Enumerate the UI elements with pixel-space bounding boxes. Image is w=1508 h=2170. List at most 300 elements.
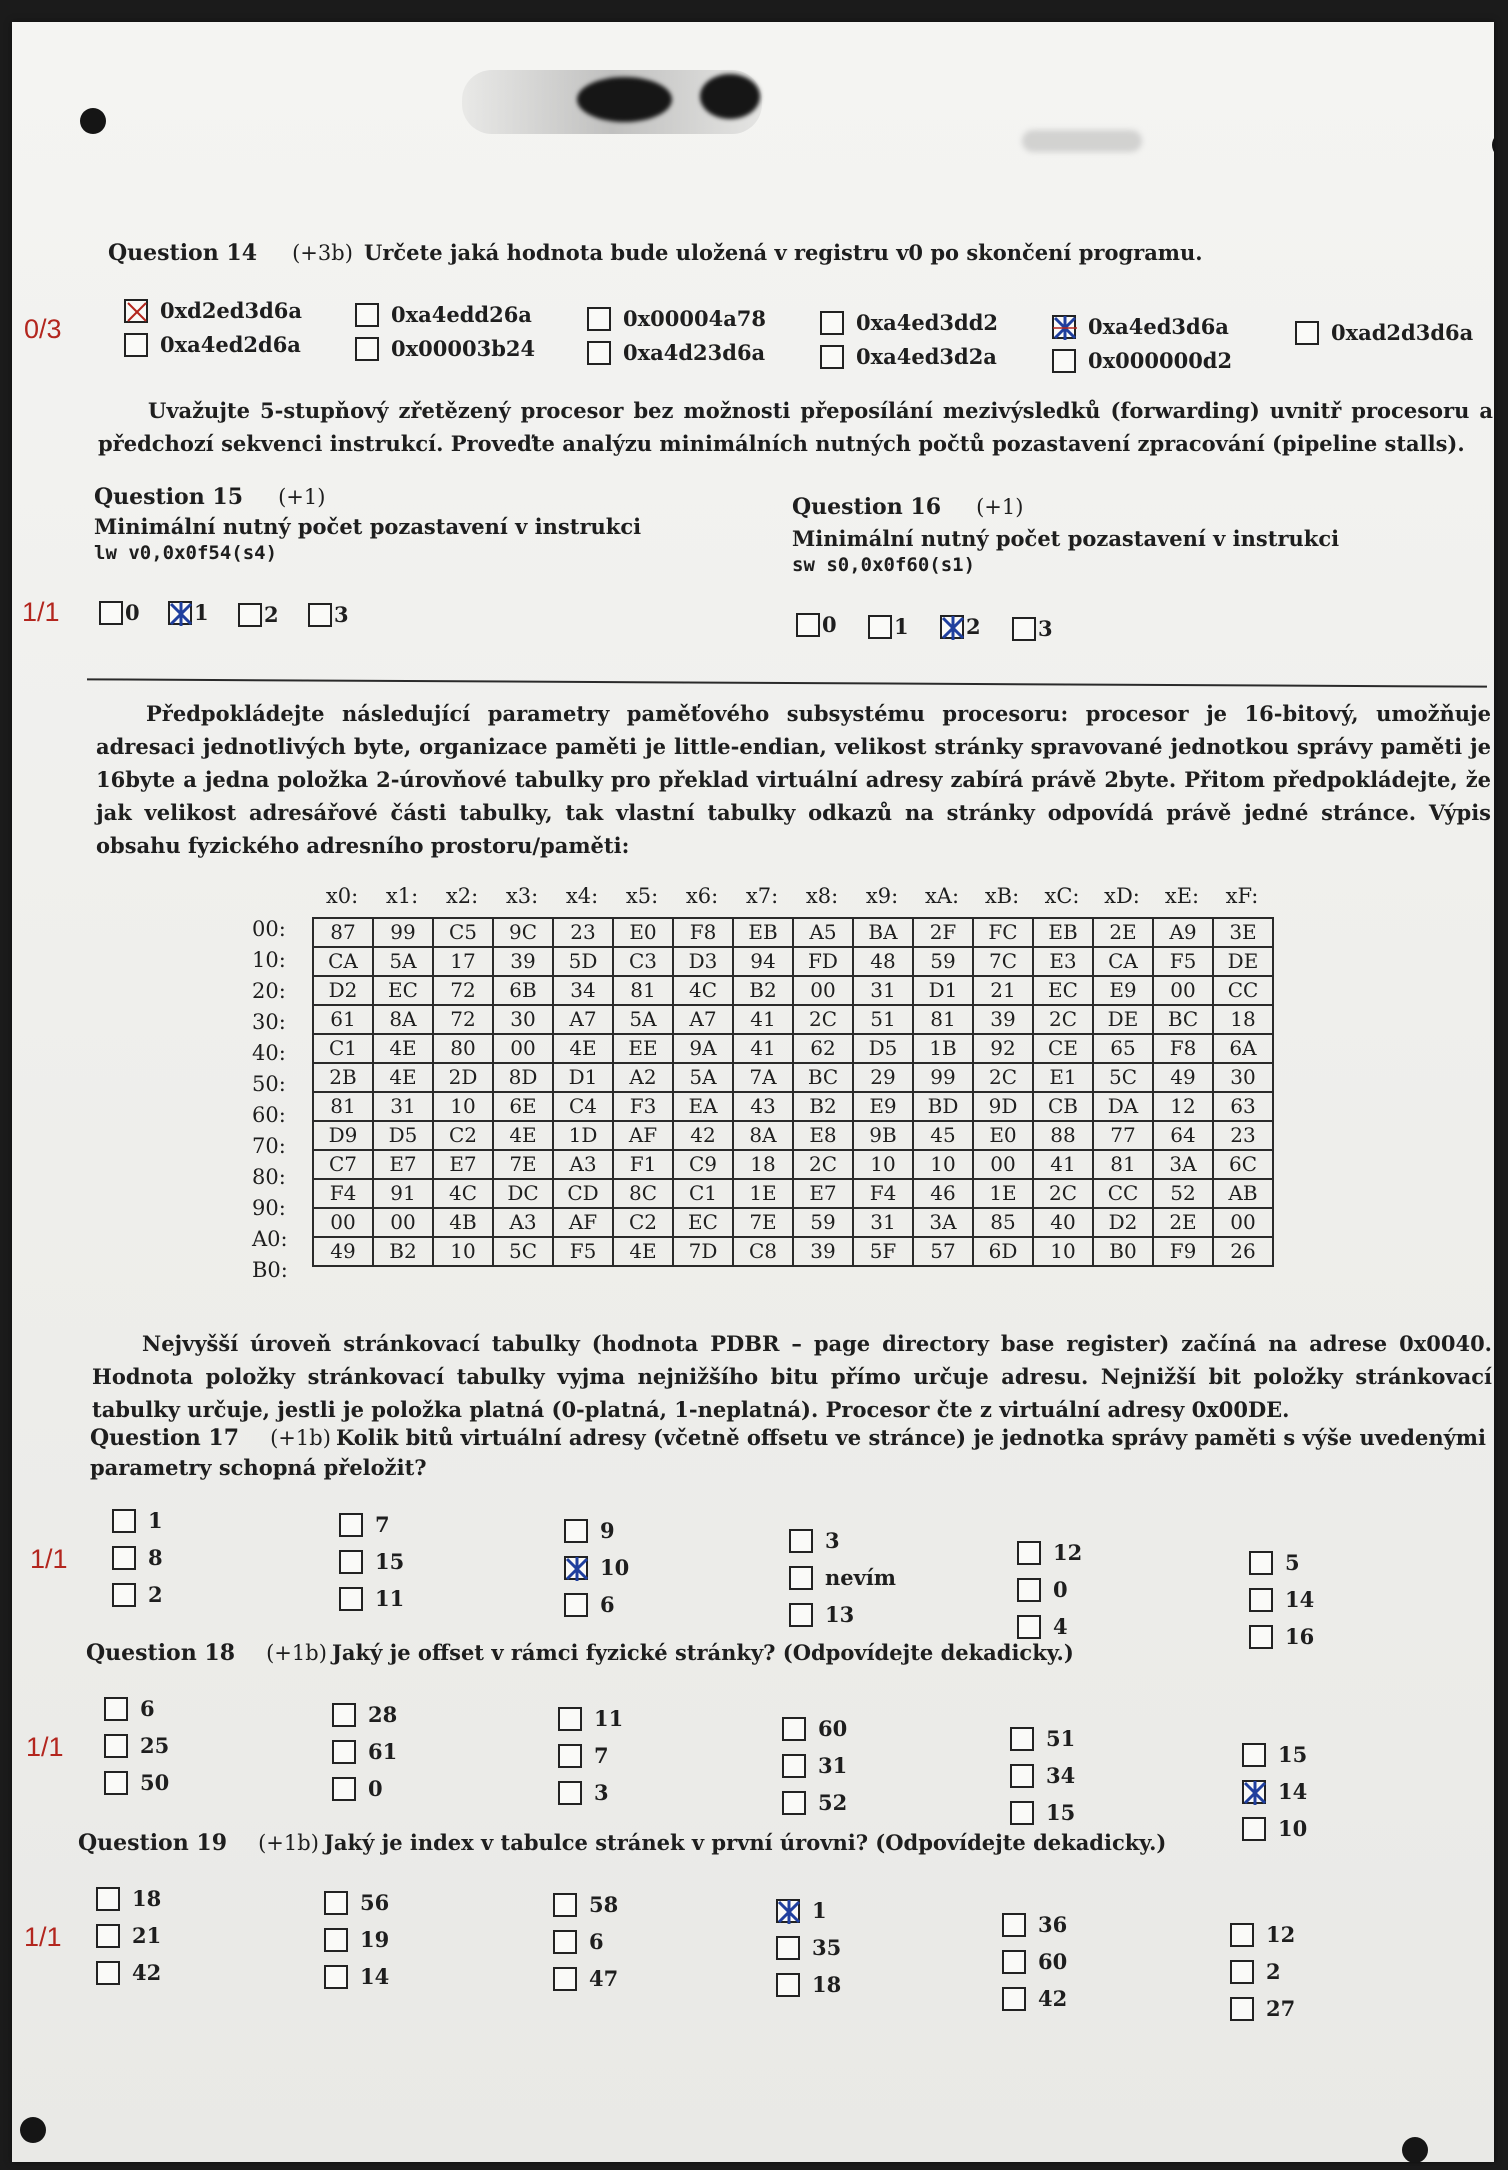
q17-option[interactable]: 10 — [564, 1555, 629, 1580]
checkbox-icon[interactable] — [1230, 1923, 1254, 1947]
checkbox-icon[interactable] — [96, 1961, 120, 1985]
memory-cell: EB — [1033, 918, 1093, 947]
memory-cell: 5A — [373, 947, 433, 976]
memory-cell: A7 — [553, 1005, 613, 1034]
memory-cell: 43 — [733, 1092, 793, 1121]
checkbox-icon[interactable] — [104, 1697, 128, 1721]
checkbox-icon[interactable] — [558, 1707, 582, 1731]
q14-text: Určete jaká hodnota bude uložená v registru v0 po skončení programu. — [364, 240, 1203, 265]
memory-cell: 26 — [1213, 1237, 1273, 1266]
pipeline-intro: Uvažujte 5-stupňový zřetězený procesor bez možnosti přeposílání mezivýsledků (forwarding) uvnitř procesoru a předchozí sekvenci instrukcí. Proveďte analýzu minimálních nutných počtů pozastavení zpracování (pipeline stalls). — [98, 398, 1493, 456]
memory-cell: EB — [733, 918, 793, 947]
q17-header — [90, 1424, 1490, 1484]
memory-cell: CE — [1033, 1034, 1093, 1063]
crossed-checkbox-icon[interactable] — [124, 299, 148, 323]
row-header: B0: — [252, 1258, 288, 1282]
memory-intro: Předpokládejte následující parametry paměťového subsystému procesoru: procesor je 16-bitový, umožňuje adresaci jednotlivých byte, organizace paměti je little-endian, velikost stránky spravované jednotkou správy paměti je 16byte a jedna položka 2-úrovňové tabulky pro překlad virtuální adresy zabírá právě 2byte. Přitom předpokládejte, že jak velikost adresářové části tabulky, tak vlastní tabulky odkazů na stránky odpovídá právě jedné stránce. Výpis obsahu fyzického adresního prostoru/paměti: — [96, 701, 1491, 858]
q19-text: Jaký je index v tabulce stránek v první úrovni? (Odpovídejte dekadicky.) — [324, 1830, 1167, 1855]
memory-cell: 5D — [553, 947, 613, 976]
col-header: xD: — [1104, 884, 1140, 908]
q19-option[interactable]: 42 — [96, 1960, 161, 1985]
checkbox-icon[interactable] — [1002, 1950, 1026, 1974]
memory-cell: 62 — [793, 1034, 853, 1063]
memory-cell: EC — [673, 1208, 733, 1237]
q18-option[interactable]: 14 — [1242, 1779, 1307, 1804]
q14-option[interactable]: 0xa4edd26a — [355, 302, 532, 327]
memory-cell: 51 — [853, 1005, 913, 1034]
memory-cell: AB — [1213, 1179, 1273, 1208]
memory-cell: 99 — [373, 918, 433, 947]
checkbox-icon[interactable] — [1002, 1987, 1026, 2011]
memory-cell: 2C — [973, 1063, 1033, 1092]
checkbox-icon[interactable] — [96, 1887, 120, 1911]
q18-option[interactable]: 61 — [332, 1739, 397, 1764]
memory-cell: 6C — [1213, 1150, 1273, 1179]
q17-option[interactable]: nevím — [789, 1565, 896, 1590]
checkbox-icon[interactable] — [324, 1965, 348, 1989]
memory-cell: 5C — [493, 1237, 553, 1266]
memory-cell: 7E — [493, 1150, 553, 1179]
q16-option[interactable]: 0 — [796, 612, 837, 637]
q19-option[interactable]: 14 — [324, 1964, 389, 1989]
memory-cell: 4E — [373, 1034, 433, 1063]
q14-option[interactable]: 0xa4ed3d2a — [820, 344, 997, 369]
q17-option[interactable]: 6 — [564, 1592, 615, 1617]
q19-option[interactable]: 56 — [324, 1890, 389, 1915]
memory-cell: F8 — [1153, 1034, 1213, 1063]
q19-option[interactable]: 35 — [776, 1935, 841, 1960]
memory-cell: 4C — [673, 976, 733, 1005]
q18-option[interactable]: 28 — [332, 1702, 397, 1727]
q16-points: (+1) — [976, 495, 1024, 519]
memory-cell: C8 — [733, 1237, 793, 1266]
checkbox-icon[interactable] — [1017, 1615, 1041, 1639]
q18-header — [86, 1640, 1074, 1666]
q18-option[interactable]: 10 — [1242, 1816, 1307, 1841]
q14-option[interactable]: 0xad2d3d6a — [1295, 320, 1473, 345]
memory-cell: 21 — [973, 976, 1033, 1005]
memory-row — [313, 1121, 1273, 1150]
memory-cell: 1D — [553, 1121, 613, 1150]
checkbox-icon[interactable] — [1012, 617, 1036, 641]
memory-cell: 61 — [313, 1005, 373, 1034]
checkbox-icon[interactable] — [1249, 1588, 1273, 1612]
q14-option[interactable]: 0x000000d2 — [1052, 348, 1232, 373]
checkbox-icon[interactable] — [820, 345, 844, 369]
q15-text: Minimální nutný počet pozastavení v instrukci — [94, 514, 642, 539]
checkbox-icon[interactable] — [96, 1924, 120, 1948]
memory-cell: 4E — [493, 1121, 553, 1150]
q19-title: Question 19 — [78, 1830, 228, 1856]
checkbox-icon[interactable] — [1230, 1960, 1254, 1984]
memory-cell: E1 — [1033, 1063, 1093, 1092]
q18-option[interactable]: 15 — [1010, 1800, 1075, 1825]
checkbox-icon[interactable] — [776, 1973, 800, 1997]
col-header: xA: — [924, 884, 960, 908]
memory-cell: D2 — [313, 976, 373, 1005]
checkbox-icon[interactable] — [104, 1734, 128, 1758]
q18-option[interactable]: 60 — [782, 1716, 847, 1741]
memory-cell: 81 — [313, 1092, 373, 1121]
q18-option[interactable]: 7 — [558, 1743, 609, 1768]
memory-cell: 92 — [973, 1034, 1033, 1063]
memory-cell: C5 — [433, 918, 493, 947]
memory-cell: 81 — [1093, 1150, 1153, 1179]
memory-cell: A3 — [553, 1150, 613, 1179]
q17-option[interactable]: 11 — [339, 1586, 404, 1611]
checkbox-icon[interactable] — [587, 341, 611, 365]
checkbox-icon[interactable] — [558, 1781, 582, 1805]
q17-text: Kolik bitů virtuální adresy (včetně offsetu ve stránce) je jednotka správy paměti s výše uvedenými parametry schopná přeložit? — [90, 1425, 1487, 1480]
checkbox-icon[interactable] — [1017, 1541, 1041, 1565]
checkbox-icon[interactable] — [1010, 1764, 1034, 1788]
memory-cell: 5A — [613, 1005, 673, 1034]
memory-cell: 9C — [493, 918, 553, 947]
q19-option[interactable]: 58 — [553, 1892, 618, 1917]
memory-row — [313, 918, 1273, 947]
q19-option[interactable]: 42 — [1002, 1986, 1067, 2011]
memory-cell: 12 — [1153, 1092, 1213, 1121]
checkbox-icon[interactable] — [868, 615, 892, 639]
memory-cell: F5 — [1153, 947, 1213, 976]
memory-cell: EC — [373, 976, 433, 1005]
checkbox-icon[interactable] — [104, 1771, 128, 1795]
checkbox-icon[interactable] — [355, 337, 379, 361]
q19-option[interactable]: 36 — [1002, 1912, 1067, 1937]
memory-cell: E0 — [973, 1121, 1033, 1150]
checkbox-icon[interactable] — [1242, 1817, 1266, 1841]
memory-cell: 39 — [793, 1237, 853, 1266]
memory-cell: DE — [1093, 1005, 1153, 1034]
q15-option[interactable]: 1 — [168, 600, 209, 625]
memory-cell: CC — [1093, 1179, 1153, 1208]
memory-cell: 40 — [1033, 1208, 1093, 1237]
row-header: 40: — [252, 1041, 286, 1065]
q19-option[interactable]: 21 — [96, 1923, 161, 1948]
checkbox-icon[interactable] — [564, 1593, 588, 1617]
memory-cell: 6E — [493, 1092, 553, 1121]
memory-cell: 18 — [1213, 1005, 1273, 1034]
checkbox-icon[interactable] — [789, 1529, 813, 1553]
q16-option[interactable]: 1 — [868, 614, 909, 639]
q17-option[interactable]: 2 — [112, 1582, 163, 1607]
q19-header — [78, 1830, 1166, 1856]
q15-points: (+1) — [278, 485, 326, 509]
checkbox-icon[interactable] — [339, 1587, 363, 1611]
row-header: 60: — [252, 1103, 286, 1127]
checkbox-icon[interactable] — [820, 311, 844, 335]
memory-cell: D3 — [673, 947, 733, 976]
memory-cell: 31 — [853, 1208, 913, 1237]
memory-cell: 2F — [913, 918, 973, 947]
checkbox-icon[interactable] — [782, 1791, 806, 1815]
q16-instruction: sw s0,0x0f60(s1) — [792, 554, 976, 576]
row-header: 10: — [252, 948, 286, 972]
checkbox-icon[interactable] — [1295, 321, 1319, 345]
q19-option[interactable]: 18 — [96, 1886, 161, 1911]
memory-cell: BC — [793, 1063, 853, 1092]
checkbox-icon[interactable] — [587, 307, 611, 331]
q14-option[interactable]: 0xa4ed2d6a — [124, 332, 301, 357]
col-header: xE: — [1164, 884, 1200, 908]
memory-row — [313, 1092, 1273, 1121]
checkbox-icon[interactable] — [553, 1893, 577, 1917]
memory-cell: C1 — [313, 1034, 373, 1063]
q19-option[interactable]: 12 — [1230, 1922, 1295, 1947]
q19-points: (+1b) — [258, 1831, 319, 1855]
memory-cell: CC — [1213, 976, 1273, 1005]
q17-option[interactable]: 3 — [789, 1528, 840, 1553]
memory-cell: CB — [1033, 1092, 1093, 1121]
checkbox-icon[interactable] — [1249, 1551, 1273, 1575]
memory-cell: BA — [853, 918, 913, 947]
memory-cell: B2 — [733, 976, 793, 1005]
q19-option[interactable]: 19 — [324, 1927, 389, 1952]
q17-option[interactable]: 14 — [1249, 1587, 1314, 1612]
col-header: x5: — [625, 884, 659, 908]
checkbox-icon[interactable] — [558, 1744, 582, 1768]
q17-points: (+1b) — [270, 1426, 331, 1450]
memory-cell: 2C — [793, 1005, 853, 1034]
memory-cell: F8 — [673, 918, 733, 947]
q19-option[interactable]: 27 — [1230, 1996, 1295, 2021]
q17-option[interactable]: 5 — [1249, 1550, 1300, 1575]
checkbox-icon[interactable] — [796, 613, 820, 637]
q16-header — [792, 494, 1023, 520]
q17-option[interactable]: 13 — [789, 1602, 854, 1627]
marked-checkbox-icon[interactable] — [940, 615, 964, 639]
q18-option[interactable]: 34 — [1010, 1763, 1075, 1788]
punch-hole — [1402, 2137, 1428, 2162]
q18-text: Jaký je offset v rámci fyzické stránky? (Odpovídejte dekadicky.) — [332, 1640, 1074, 1665]
memory-cell: E8 — [793, 1121, 853, 1150]
q14-header — [108, 240, 1203, 266]
checkbox-icon[interactable] — [1002, 1913, 1026, 1937]
memory-cell: FD — [793, 947, 853, 976]
marked-checkbox-icon[interactable] — [776, 1899, 800, 1923]
memory-cell: 39 — [493, 947, 553, 976]
q17-option[interactable]: 15 — [339, 1549, 404, 1574]
memory-cell: 72 — [433, 1005, 493, 1034]
checkbox-icon[interactable] — [308, 603, 332, 627]
memory-cell: B2 — [793, 1092, 853, 1121]
memory-cell: 5F — [853, 1237, 913, 1266]
memory-cell: FC — [973, 918, 1033, 947]
checkbox-icon[interactable] — [112, 1583, 136, 1607]
memory-cell: E7 — [433, 1150, 493, 1179]
q18-option[interactable]: 11 — [558, 1706, 623, 1731]
memory-cell: 29 — [853, 1063, 913, 1092]
row-header: 80: — [252, 1165, 286, 1189]
memory-cell: 00 — [493, 1034, 553, 1063]
checkbox-icon[interactable] — [789, 1603, 813, 1627]
q18-option[interactable]: 6 — [104, 1696, 155, 1721]
memory-cell: 10 — [1033, 1237, 1093, 1266]
memory-cell: C9 — [673, 1150, 733, 1179]
memory-cell: D5 — [853, 1034, 913, 1063]
checkbox-icon[interactable] — [332, 1703, 356, 1727]
q17-option[interactable]: 7 — [339, 1512, 390, 1537]
memory-cell: 1E — [733, 1179, 793, 1208]
memory-cell: 30 — [1213, 1063, 1273, 1092]
q18-option[interactable]: 25 — [104, 1733, 169, 1758]
checkbox-icon[interactable] — [564, 1519, 588, 1543]
q18-option[interactable]: 31 — [782, 1753, 847, 1778]
q17-option[interactable]: 12 — [1017, 1540, 1082, 1565]
row-header: 90: — [252, 1196, 286, 1220]
checkbox-icon[interactable] — [782, 1754, 806, 1778]
col-header: x2: — [445, 884, 479, 908]
memory-cell: CD — [553, 1179, 613, 1208]
memory-cell: 80 — [433, 1034, 493, 1063]
checkbox-icon[interactable] — [1010, 1801, 1034, 1825]
q17-option[interactable]: 16 — [1249, 1624, 1314, 1649]
marked-checkbox-icon[interactable] — [564, 1556, 588, 1580]
checkbox-icon[interactable] — [1017, 1578, 1041, 1602]
checkbox-icon[interactable] — [339, 1550, 363, 1574]
memory-cell: C7 — [313, 1150, 373, 1179]
memory-cell: 23 — [1213, 1121, 1273, 1150]
q19-option[interactable]: 47 — [553, 1966, 618, 1991]
q15-option[interactable]: 0 — [99, 600, 140, 625]
col-header: xC: — [1044, 884, 1080, 908]
checkbox-icon[interactable] — [1230, 1997, 1254, 2021]
row-header: 70: — [252, 1134, 286, 1158]
memory-cell: DE — [1213, 947, 1273, 976]
memory-cell: D1 — [553, 1063, 613, 1092]
marked-checkbox-icon[interactable] — [1242, 1780, 1266, 1804]
q17-option[interactable]: 1 — [112, 1508, 163, 1533]
q18-option[interactable]: 50 — [104, 1770, 169, 1795]
memory-row — [313, 1063, 1273, 1092]
memory-cell: 6B — [493, 976, 553, 1005]
checkbox-icon[interactable] — [238, 603, 262, 627]
q15-header — [94, 484, 325, 510]
memory-cell: CA — [1093, 947, 1153, 976]
q16-option[interactable]: 3 — [1012, 616, 1053, 641]
memory-cell: 3E — [1213, 918, 1273, 947]
memory-cell: 94 — [733, 947, 793, 976]
row-header: 30: — [252, 1010, 286, 1034]
q19-option[interactable]: 6 — [553, 1929, 604, 1954]
q17-option[interactable]: 8 — [112, 1545, 163, 1570]
memory-cell: 49 — [313, 1237, 373, 1266]
checkbox-icon[interactable] — [1242, 1743, 1266, 1767]
memory-cell: 9D — [973, 1092, 1033, 1121]
memory-cell: 81 — [613, 976, 673, 1005]
checkbox-icon[interactable] — [332, 1777, 356, 1801]
q17-score: 1/1 — [30, 1544, 68, 1574]
checkbox-icon[interactable] — [1010, 1727, 1034, 1751]
checkbox-icon[interactable] — [789, 1566, 813, 1590]
punch-hole — [1492, 132, 1494, 158]
q14-option[interactable]: 0xd2ed3d6a — [124, 298, 302, 323]
q14-score: 0/3 — [24, 314, 62, 344]
checkbox-icon[interactable] — [782, 1717, 806, 1741]
checkbox-icon[interactable] — [324, 1928, 348, 1952]
marked-checkbox-icon[interactable] — [168, 601, 192, 625]
memory-cell: 00 — [373, 1208, 433, 1237]
memory-cell: 10 — [433, 1237, 493, 1266]
memory-cell: 85 — [973, 1208, 1033, 1237]
memory-cell: 7D — [673, 1237, 733, 1266]
memory-cell: 41 — [733, 1005, 793, 1034]
q18-option[interactable]: 3 — [558, 1780, 609, 1805]
q16-option[interactable]: 2 — [940, 614, 981, 639]
checkbox-icon[interactable] — [339, 1513, 363, 1537]
q18-option[interactable]: 52 — [782, 1790, 847, 1815]
q17-option[interactable]: 4 — [1017, 1614, 1068, 1639]
q19-option[interactable]: 1 — [776, 1898, 827, 1923]
q19-option[interactable]: 60 — [1002, 1949, 1067, 1974]
checkbox-icon[interactable] — [1052, 349, 1076, 373]
q14-option[interactable]: 0xa4ed3d6a — [1052, 314, 1229, 339]
checkbox-icon[interactable] — [124, 333, 148, 357]
memory-cell: 4E — [373, 1063, 433, 1092]
q14-option[interactable]: 0x00004a78 — [587, 306, 766, 331]
memory-cell: F4 — [853, 1179, 913, 1208]
memory-cell: D1 — [913, 976, 973, 1005]
row-header: 50: — [252, 1072, 286, 1096]
memory-row — [313, 1237, 1273, 1266]
memory-cell: F9 — [1153, 1237, 1213, 1266]
memory-cell: E9 — [853, 1092, 913, 1121]
checkbox-icon[interactable] — [99, 601, 123, 625]
memory-cell: E7 — [793, 1179, 853, 1208]
memory-cell: 10 — [433, 1092, 493, 1121]
memory-cell: F3 — [613, 1092, 673, 1121]
checkbox-icon[interactable] — [553, 1930, 577, 1954]
checkbox-icon[interactable] — [355, 303, 379, 327]
memory-cell: 18 — [733, 1150, 793, 1179]
q14-option[interactable]: 0xa4ed3dd2 — [820, 310, 998, 335]
q19-option[interactable]: 18 — [776, 1972, 841, 1997]
q14-option[interactable]: 0x00003b24 — [355, 336, 535, 361]
memory-cell: DC — [493, 1179, 553, 1208]
q15-option[interactable]: 3 — [308, 602, 349, 627]
checkbox-icon[interactable] — [112, 1546, 136, 1570]
paging-intro: Nejvyšší úroveň stránkovací tabulky (hodnota PDBR – page directory base register) začíná na adrese 0x0040. Hodnota položky stránkovací tabulky vyjma nejnižšího bitu přímo určuje adresu. Nejnižší bit položky stránkovací tabulky určuje, jestli je položka platná (0-platná, 1-neplatná). Procesor čte z virtuální adresy 0x00DE. — [92, 1331, 1492, 1422]
q14-option[interactable]: 0xa4d23d6a — [587, 340, 765, 365]
checkbox-icon[interactable] — [776, 1936, 800, 1960]
q18-option[interactable]: 0 — [332, 1776, 383, 1801]
q18-option[interactable]: 15 — [1242, 1742, 1307, 1767]
checkbox-icon[interactable] — [324, 1891, 348, 1915]
memory-cell: 2C — [793, 1150, 853, 1179]
memory-cell: 17 — [433, 947, 493, 976]
checkbox-icon[interactable] — [1249, 1625, 1273, 1649]
q18-option[interactable]: 51 — [1010, 1726, 1075, 1751]
checkbox-icon[interactable] — [332, 1740, 356, 1764]
q19-score: 1/1 — [24, 1922, 62, 1952]
q18-points: (+1b) — [266, 1641, 327, 1665]
memory-cell: 45 — [913, 1121, 973, 1150]
memory-cell: 49 — [1153, 1063, 1213, 1092]
q18-score: 1/1 — [26, 1732, 64, 1762]
row-header: A0: — [252, 1227, 288, 1251]
marked-checkbox-icon[interactable] — [1052, 315, 1076, 339]
col-header: x8: — [805, 884, 839, 908]
memory-cell: 81 — [913, 1005, 973, 1034]
checkbox-icon[interactable] — [112, 1509, 136, 1533]
q15-option[interactable]: 2 — [238, 602, 279, 627]
q19-option[interactable]: 2 — [1230, 1959, 1281, 1984]
q17-option[interactable]: 9 — [564, 1518, 615, 1543]
q17-option[interactable]: 0 — [1017, 1577, 1068, 1602]
memory-cell: 4E — [613, 1237, 673, 1266]
memory-row — [313, 947, 1273, 976]
checkbox-icon[interactable] — [553, 1967, 577, 1991]
